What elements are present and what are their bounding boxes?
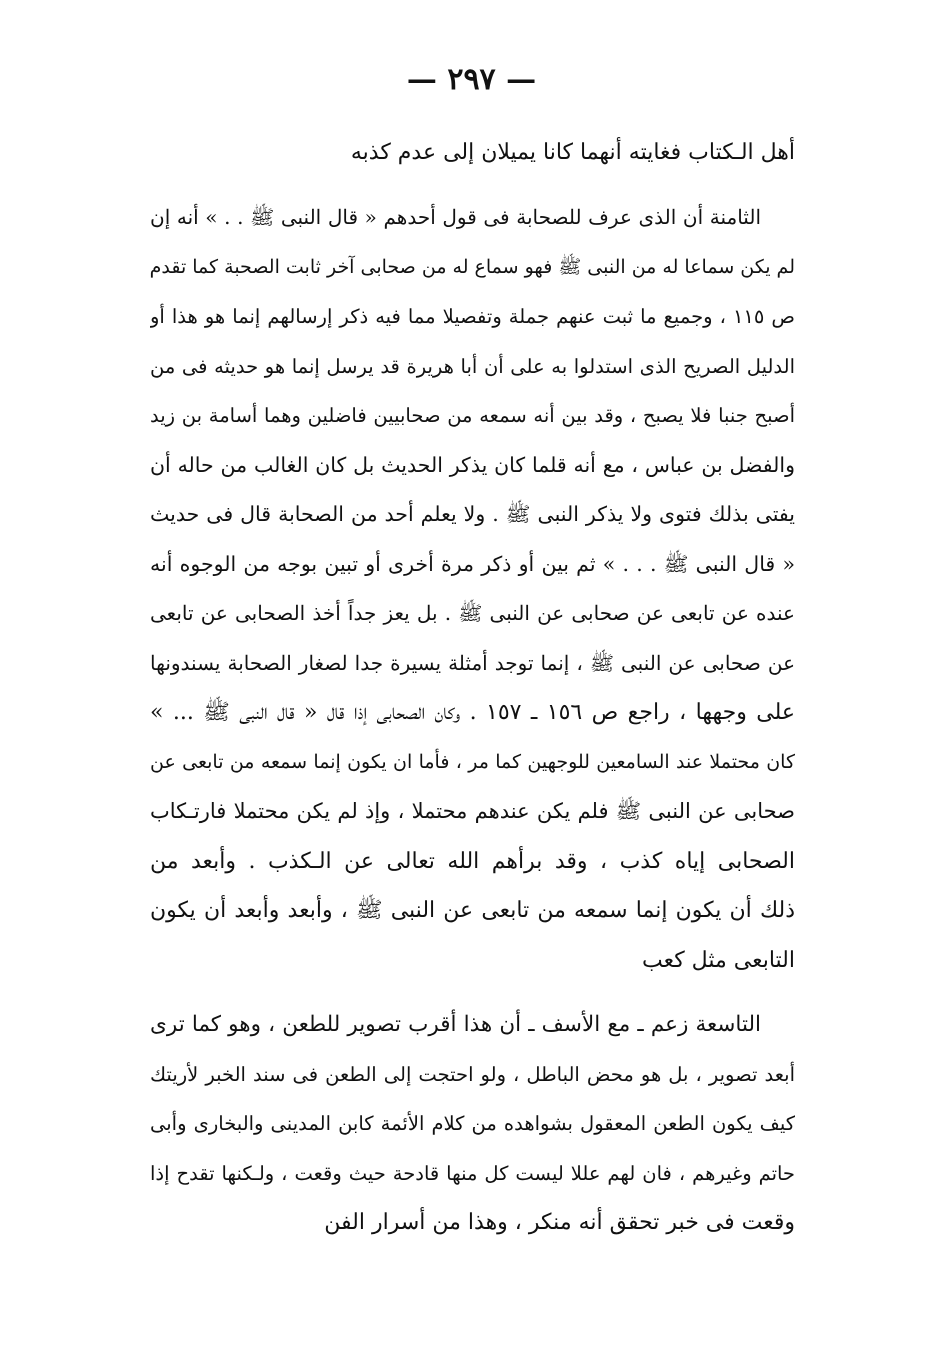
text-line: الدليل الصريح الذى استدلوا به على أن أبا هريرة قد يرسل إنما هو حديثه فى من xyxy=(150,354,795,378)
text-line: الصحابى إياه كذب ، وقد برأهم الله تعالى عن الـكذب . وأبعد من xyxy=(150,848,795,874)
text-line: التابعى مثل كعب xyxy=(642,947,795,973)
text-line: حاتم وغيرهم ، فان لهم عللا ليست كل منها قادحة حيث وقعت ، ولـكنها تقدح إذا xyxy=(150,1161,795,1185)
text-line: كان محتملا عند السامعين للوجهين كما مر ، فأما ان يكون إنما سمعه من تابعى عن xyxy=(150,750,795,773)
text-line: أهل الـكتاب فغايته أنهما كانا يميلان إلى عدم كذبه xyxy=(350,140,795,165)
page-number: — ٢٩٧ — xyxy=(406,62,537,97)
text-line: عن صحابى عن النبى ﷺ ، إنما توجد أمثلة يسيرة جدا لصغار الصحابة يسندونها xyxy=(150,650,795,675)
text-line: على وجهها ، راجع ص ١٥٦ ـ ١٥٧ . وكان الصحابى إذا قال « قال النبى ﷺ ... » xyxy=(150,700,795,725)
text-line: الثامنة أن الذى عرف للصحابة فى قول أحدهم « قال النبى ﷺ . . » أنه إن xyxy=(150,205,761,229)
text-line: عنده عن تابعى عن صحابى عن النبى ﷺ . بل يعز جداً أخذ الصحابى عن تابعى xyxy=(150,601,795,625)
text-line: يفتى بذلك فتوى ولا يذكر النبى ﷺ . ولا يعلم أحد من الصحابة قال فى حديث xyxy=(150,502,795,526)
paragraph-ninth-point xyxy=(150,1000,795,1248)
paragraph-eighth-point xyxy=(150,193,795,985)
text-line: أبعد تصوير ، بل هو محض الباطل ، ولو احتجت إلى الطعن فى سند الخبر لأريتك xyxy=(150,1062,795,1086)
text-line: لم يكن سماعا له من النبى ﷺ فهو سماع له من صحابى آخر ثابت الصحبة كما تقدم xyxy=(150,255,795,278)
text-line: صحابى عن النبى ﷺ فلم يكن عندهم محتملا ، وإذ لم يكن محتملا فارتـكاب xyxy=(150,799,795,823)
text-line: وقعت فى خبر تحقق أنه منكر ، وهذا من أسرار الفن xyxy=(324,1210,795,1235)
paragraph-continuation xyxy=(150,128,795,178)
text-line: كيف يكون الطعن المعقول بشواهده من كلام الأئمة كابن المدينى والبخارى وأبى xyxy=(150,1112,795,1135)
text-line: أصبح جنبا فلا يصبح ، وقد بين أنه سمعه من صحابيين فاضلين وهما أسامة بن زيد xyxy=(150,404,795,427)
text-line: « قال النبى ﷺ . . . » ثم بين أو ذكر مرة أخرى أو تبين بوجه من الوجوه أنه xyxy=(150,551,795,576)
text-line: ذلك أن يكون إنما سمعه من تابعى عن النبى ﷺ ، وأبعد وأبعد أن يكون xyxy=(150,898,795,923)
text-line: التاسعة زعم ـ مع الأسف ـ أن هذا أقرب تصوير للطعن ، وهو كما ترى xyxy=(150,1012,761,1037)
text-line: والفضل بن عباس ، مع أنه قلما كان يذكر الحديث بل كان الغالب من حاله أن xyxy=(150,452,795,477)
text-line: ص ١١٥ ، وجميع ما ثبت عنهم جملة وتفصيلا مما فيه ذكر إرسالهم إنما هو هذا أو xyxy=(150,305,795,328)
